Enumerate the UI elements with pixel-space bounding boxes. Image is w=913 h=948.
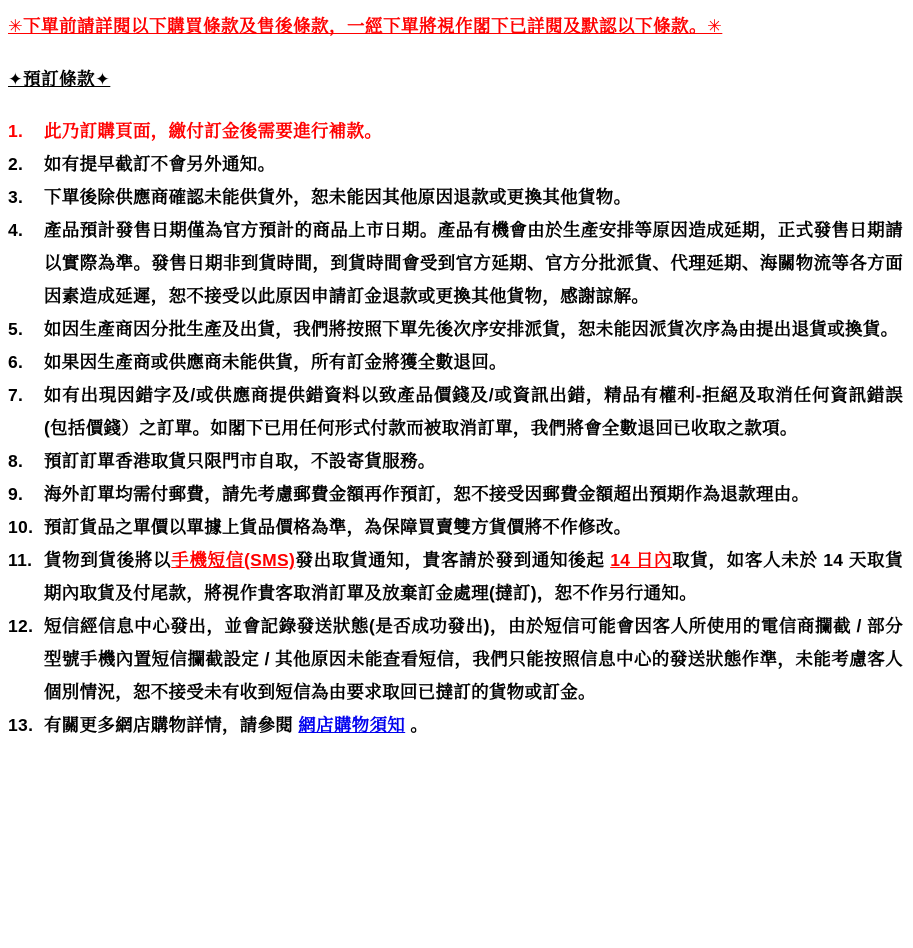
term-segment: 如果因生產商或供應商未能供貨，所有訂金將獲全數退回。: [44, 352, 507, 372]
term-item: [8, 115, 903, 148]
term-text: [44, 445, 903, 478]
term-number: 5.: [8, 319, 24, 339]
term-text: [44, 214, 903, 313]
store-shopping-guide-link[interactable]: 網店購物須知: [298, 715, 406, 735]
term-number: 11.: [8, 550, 33, 570]
term-number: 8.: [8, 451, 24, 471]
term-number: 12.: [8, 616, 34, 636]
term-segment: 貨物到貨後將以: [44, 550, 172, 570]
term-segment: 下單後除供應商確認未能供貨外，恕未能因其他原因退款或更換其他貨物。: [44, 187, 632, 207]
term-number: 6.: [8, 352, 24, 372]
term-text: [44, 709, 903, 742]
emphasis-red-underline: 手機短信(SMS): [171, 550, 296, 570]
term-number: 3.: [8, 187, 24, 207]
term-text: [44, 478, 903, 511]
term-item: [8, 709, 903, 742]
term-segment: 此乃訂購頁面，繳付訂金後需要進行補款。: [44, 121, 383, 141]
term-number: 1.: [8, 121, 24, 141]
term-item: [8, 346, 903, 379]
term-number: 10.: [8, 517, 34, 537]
term-segment: 預訂訂單香港取貨只限門市自取，不設寄貨服務。: [44, 451, 436, 471]
term-text: [44, 544, 903, 610]
term-segment: 發出取貨通知，貴客請於發到通知後起: [295, 550, 611, 570]
term-item: [8, 148, 903, 181]
term-item: [8, 445, 903, 478]
term-text: [44, 148, 903, 181]
term-item: [8, 181, 903, 214]
term-segment: 如有出現因錯字及/或供應商提供錯資料以致產品價錢及/或資訊出錯，精品有權利-拒絕及取消任何資訊錯誤(包括價錢）之訂單。如閣下已用任何形式付款而被取消訂單，我們將會全數退回已收取之款項。: [44, 385, 903, 438]
term-item: [8, 544, 903, 610]
term-text: [44, 313, 903, 346]
term-number: 7.: [8, 385, 24, 405]
term-item: [8, 511, 903, 544]
term-segment: 海外訂單均需付郵費，請先考慮郵費金額再作預訂，恕不接受因郵費金額超出預期作為退款理由。: [44, 484, 810, 504]
term-text: [44, 181, 903, 214]
header-notice: ✳下單前請詳閱以下購買條款及售後條款，一經下單將視作閣下已詳閱及默認以下條款。✳: [8, 16, 723, 36]
term-segment: 如因生產商因分批生產及出貨，我們將按照下單先後次序安排派貨，恕未能因派貨次序為由提出退貨或換貨。: [44, 319, 899, 339]
term-number: 2.: [8, 154, 24, 174]
term-item: [8, 478, 903, 511]
term-text: [44, 511, 903, 544]
term-number: 13.: [8, 715, 34, 735]
term-segment: 產品預計發售日期僅為官方預計的商品上市日期。產品有機會由於生產安排等原因造成延期，正式發售日期請以實際為準。發售日期非到貨時間，到貨時間會受到官方延期、官方分批派貨、代理延期、海關物流等各方面因素造成延遲，恕不接受以此原因申請訂金退款或更換其他貨物，感謝諒解。: [44, 220, 903, 306]
emphasis-red-underline: 14 日內: [610, 550, 673, 570]
term-item: [8, 379, 903, 445]
term-text: [44, 346, 903, 379]
term-segment: 短信經信息中心發出，並會記錄發送狀態(是否成功發出)，由於短信可能會因客人所使用的電信商攔截 / 部分型號手機內置短信攔截設定 / 其他原因未能查看短信，我們只能按照信息中心的發送狀態作準，未能考慮客人個別情況，恕不接受未有收到短信為由要求取回已撻訂的貨物或訂金。: [44, 616, 903, 702]
term-segment: 有關更多網店購物詳情，請參閱: [44, 715, 299, 735]
term-text: [44, 379, 903, 445]
section-title-preorder-terms: ✦預訂條款✦: [8, 69, 111, 89]
term-number: 9.: [8, 484, 24, 504]
term-segment: 如有提早截訂不會另外通知。: [44, 154, 276, 174]
term-text: [44, 115, 903, 148]
term-text: [44, 610, 903, 709]
term-item: [8, 214, 903, 313]
terms-list: [8, 115, 903, 742]
term-segment: 預訂貨品之單價以單據上貨品價格為準，為保障買賣雙方貨價將不作修改。: [44, 517, 632, 537]
term-segment: 。: [405, 715, 429, 735]
term-item: [8, 313, 903, 346]
term-segment: 取貨，如客人未於 14 天取貨期內取貨及付尾款，將視作貴客取消訂單及放棄訂金處理(撻訂)，恕不作另行通知。: [44, 550, 903, 603]
term-number: 4.: [8, 220, 24, 240]
term-item: [8, 610, 903, 709]
